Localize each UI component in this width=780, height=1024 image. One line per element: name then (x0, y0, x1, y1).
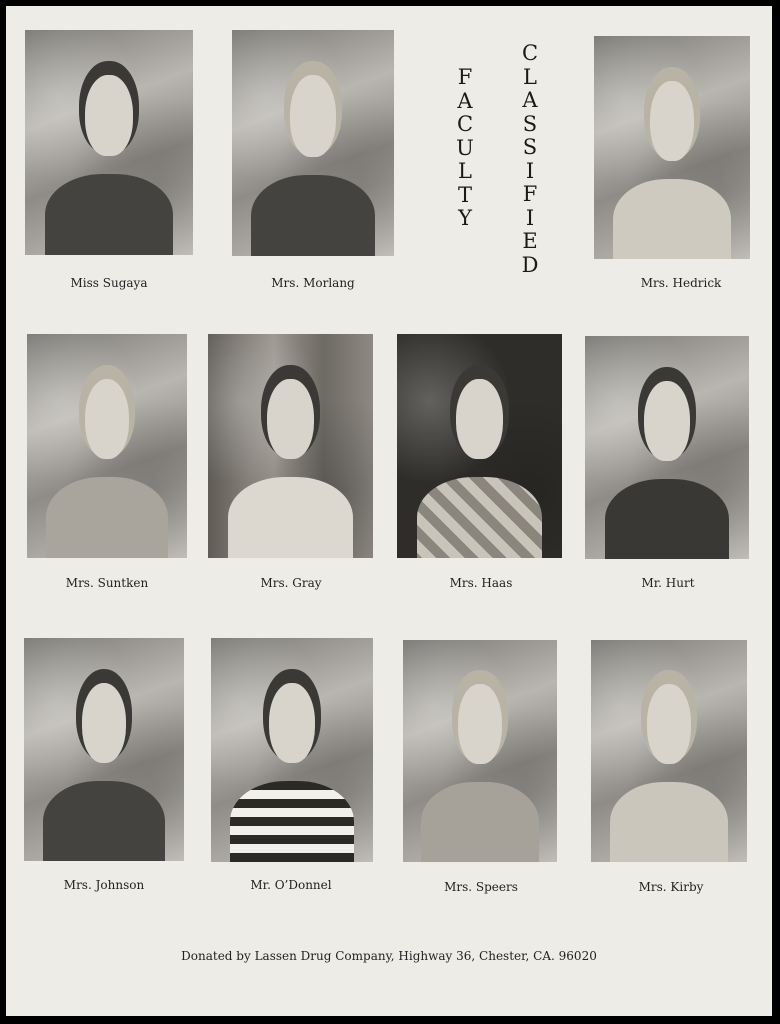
portrait-figure (417, 477, 542, 558)
portrait-photo (585, 336, 749, 559)
portrait-caption: Mrs. Morlang (271, 276, 355, 290)
portrait-face (269, 683, 314, 764)
heading-letter: L (523, 64, 537, 89)
portrait-face (85, 379, 130, 460)
portrait-face (82, 683, 127, 763)
portrait-face (650, 81, 694, 161)
portrait-photo (211, 638, 373, 862)
portrait-face (85, 75, 132, 156)
portrait-photo (25, 30, 193, 255)
portrait-photo (403, 640, 557, 862)
portrait-figure (251, 175, 374, 256)
heading-letter: F (457, 65, 473, 89)
portrait-figure (43, 781, 165, 861)
portrait-photo (27, 334, 187, 558)
classified-heading (520, 42, 540, 277)
donor-credit: Donated by Lassen Drug Company, Highway 36, Chester, CA. 96020 (181, 949, 597, 963)
heading-letter: S (522, 111, 538, 136)
portrait-figure (230, 781, 353, 862)
portrait-face (267, 379, 313, 460)
faculty-heading (455, 66, 475, 231)
portrait-photo (208, 334, 373, 558)
portrait-caption: Miss Sugaya (70, 276, 148, 290)
portrait-face (644, 381, 690, 461)
heading-letter: U (456, 135, 474, 160)
heading-letter: I (525, 205, 535, 230)
portrait-caption: Mrs. Haas (449, 576, 513, 590)
portrait-caption: Mrs. Kirby (638, 880, 704, 894)
heading-letter: C (521, 41, 539, 65)
portrait-photo (591, 640, 747, 862)
portrait-figure (613, 179, 732, 259)
portrait-caption: Mrs. Suntken (65, 576, 149, 590)
portrait-caption: Mrs. Gray (260, 576, 322, 590)
heading-letter: I (525, 158, 535, 183)
portrait-photo (24, 638, 184, 861)
portrait-face (458, 684, 501, 764)
portrait-caption: Mrs. Hedrick (640, 276, 722, 290)
portrait-figure (228, 477, 353, 558)
heading-letter: A (457, 88, 473, 113)
portrait-face (290, 75, 335, 156)
heading-letter: C (456, 112, 474, 136)
heading-letter: Y (458, 206, 472, 230)
heading-letter: L (458, 159, 472, 183)
portrait-photo (594, 36, 750, 259)
portrait-figure (421, 782, 538, 862)
portrait-figure (610, 782, 729, 862)
heading-letter: E (522, 229, 538, 253)
yearbook-page (6, 6, 772, 1016)
portrait-figure (45, 174, 173, 255)
portrait-caption: Mrs. Johnson (63, 878, 145, 892)
portrait-photo (232, 30, 394, 256)
portrait-figure (605, 479, 730, 559)
portrait-face (456, 379, 502, 460)
portrait-caption: Mr. O’Donnel (250, 878, 332, 892)
portrait-caption: Mrs. Speers (444, 880, 518, 894)
portrait-caption: Mr. Hurt (641, 576, 695, 590)
heading-letter: A (522, 88, 538, 112)
heading-letter: S (522, 135, 538, 159)
heading-letter: D (521, 252, 539, 277)
portrait-photo (397, 334, 562, 558)
heading-letter: T (457, 182, 472, 207)
portrait-face (647, 684, 691, 764)
heading-letter: F (522, 182, 538, 206)
portrait-figure (46, 477, 168, 558)
